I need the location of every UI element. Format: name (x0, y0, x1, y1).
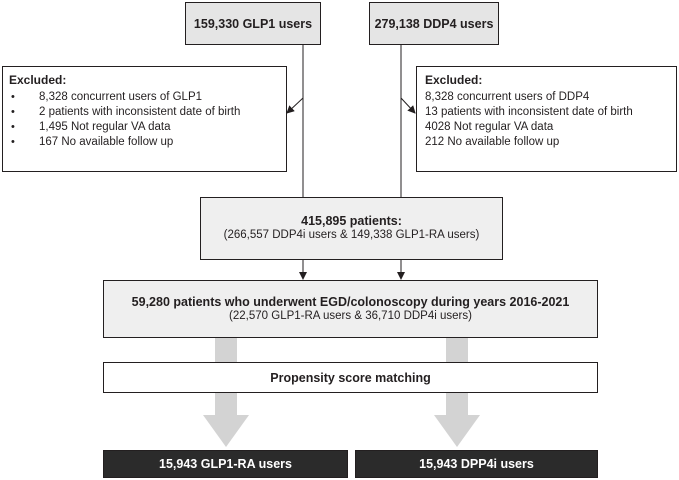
endoscopy-patients-subtitle: (22,570 GLP1-RA users & 36,710 DDP4i users) (229, 309, 472, 322)
endoscopy-patients-box (103, 280, 598, 338)
left-thick-arrow-shaft (215, 393, 237, 415)
left-thick-arrow-head (203, 415, 249, 447)
list-item: • 2 patients with inconsistent date of birth (11, 106, 241, 118)
combined-patients-subtitle: (266,557 DDP4i users & 149,338 GLP1-RA users) (223, 229, 480, 241)
excluded-right-list (425, 90, 668, 150)
left-exclusion-arrow (287, 98, 303, 113)
right-thick-arrow-head (434, 415, 480, 447)
combined-patients-box (200, 197, 503, 260)
glp1-users-box (185, 2, 321, 45)
propensity-matching-label: Propensity score matching (270, 370, 431, 385)
list-item: 4028 Not regular VA data (425, 121, 554, 133)
list-item: • 8,328 concurrent users of GLP1 (11, 91, 203, 103)
excluded-right-title: Excluded: (425, 73, 483, 87)
left-thick-arrow-top (215, 338, 237, 362)
excluded-left-title: Excluded: (9, 73, 67, 87)
right-thick-arrow-shaft (446, 393, 468, 415)
propensity-matching-box (103, 362, 598, 393)
excluded-left-list (9, 90, 280, 150)
list-item: 8,328 concurrent users of DDP4 (425, 91, 590, 103)
glp1-users-label: 159,330 GLP1 users (193, 16, 313, 31)
endoscopy-patients-title: 59,280 patients who underwent EGD/colonoscopy during years 2016-2021 (131, 294, 570, 309)
right-thick-arrow-top (446, 338, 468, 362)
final-glp1-label: 15,943 GLP1-RA users (159, 457, 292, 471)
final-glp1-box (103, 450, 348, 478)
final-dpp4-box (355, 450, 598, 478)
list-item: • 1,495 Not regular VA data (11, 121, 171, 133)
excluded-left-box (2, 66, 287, 172)
list-item: 13 patients with inconsistent date of birth (425, 106, 633, 118)
ddp4-users-label: 279,138 DDP4 users (374, 16, 494, 31)
list-item: 212 No available follow up (425, 136, 560, 148)
excluded-right-box (416, 66, 677, 172)
ddp4-users-box (369, 2, 499, 45)
final-dpp4-label: 15,943 DPP4i users (419, 457, 534, 471)
combined-patients-title: 415,895 patients: (301, 214, 402, 228)
right-exclusion-arrow (401, 98, 415, 113)
list-item: • 167 No available follow up (11, 136, 174, 148)
